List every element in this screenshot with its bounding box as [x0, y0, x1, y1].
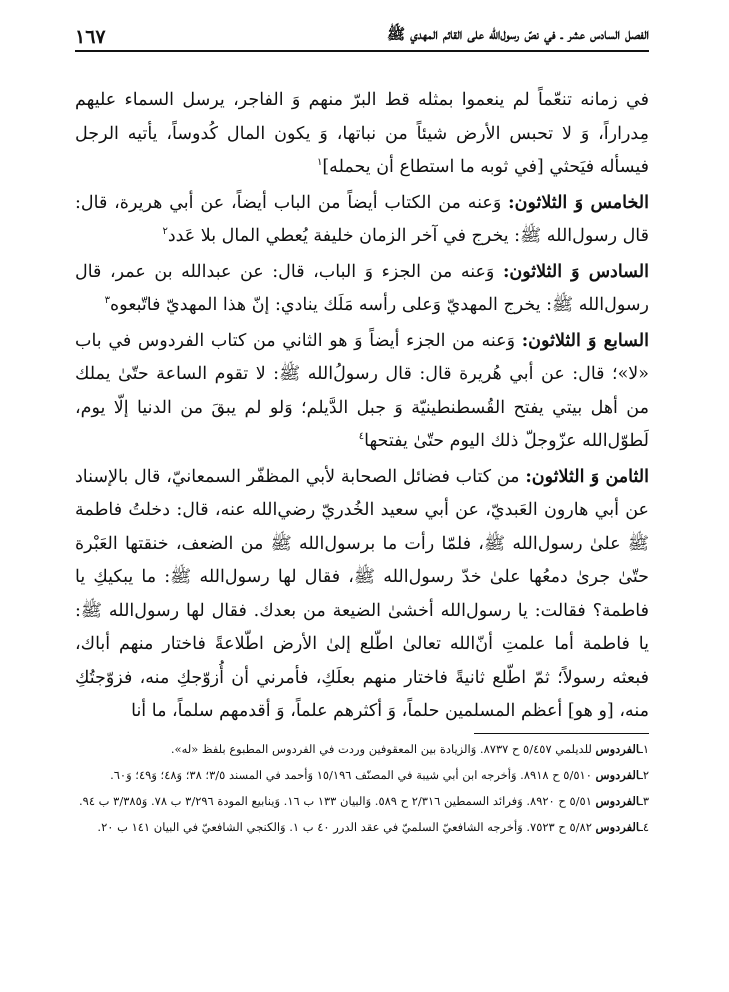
footnote-divider — [474, 733, 649, 734]
footnote-number: ٣ـ — [639, 794, 649, 808]
paragraph-text: وَعنه من الجزء وَ الباب، قال: عن عبدالله بن عمر، قال رسول‌الله ﷺ: يخرج المهديّ وَعلى رأسه مَلَك ينادي: إنّ هذا المهديّ فاتّبعوه — [75, 261, 649, 315]
paragraph — [75, 325, 649, 459]
paragraph — [75, 256, 649, 323]
footnote-text: ٥/٥١٠ ح ٨٩١٨. وَأخرجه ابن أبي شيبة في المصنّف ١٥/١٩٦ وَأحمد في المسند ٣/٥؛ ٣٨؛ وَ٤٨؛ وَ٤٩؛ وَ٦٠. — [110, 768, 596, 782]
paragraph — [75, 461, 649, 729]
footnote-number: ١ـ — [639, 742, 649, 756]
footnote-text: ٥/٨٢ ح ٧٥٢٣. وَأخرجه الشافعيّ السلميّ في عقد الدرر ٤٠ ب ١. وَالكنجي الشافعيّ في البيان ١٤١ ب ٢٠. — [97, 820, 596, 834]
page-header — [75, 22, 649, 52]
paragraph-text: وَعنه من الكتاب أيضاً من الباب أيضاً، عن أبي هريرة، قال: قال رسول‌الله ﷺ: يخرج في آخر الزمان خليفة يُعطي المال بلا عَدد — [75, 192, 649, 246]
paragraph-lead: السابع وَ الثلاثون: — [521, 330, 649, 351]
paragraph-lead: الثامن وَ الثلاثون: — [525, 466, 649, 487]
paragraph-lead: السادس وَ الثلاثون: — [502, 261, 649, 282]
footnote-ref: ٤ — [358, 431, 365, 443]
main-text — [75, 84, 649, 731]
footnote-ref: ٢ — [162, 226, 168, 238]
running-head: الفصل السادس عشر ـ في نصّ رسول‌الله على القائم المهدي ﷺ — [386, 25, 649, 43]
paragraph — [75, 84, 649, 185]
footnote-source: الفردوس — [595, 742, 640, 756]
footnote — [75, 738, 649, 761]
footnote-ref: ٣ — [104, 295, 110, 307]
paragraph-text: في زمانه تنعّماً لم ينعموا بمثله قط البرّ منهم وَ الفاجر، يرسل السماء عليهم مِدراراً، وَ لا تحبس الأرض شيئاً من نباتها، وَ يكون المال كُدوساً، يأتيه الرجل فيسأله فيَحثي [في ثوبه ما استطاع أن يحمله] — [75, 90, 649, 177]
footnote-text: ٥/٥١ ح ٨٩٢٠. وَفرائد السمطين ٢/٣١٦ ح ٥٨٩. وَالبيان ١٣٣ ب ١٦. وَينابيع المودة ٣/٢٩٦ ب ٧٨. وَ٣/٣٨٥ ب ٩٤. — [79, 794, 596, 808]
footnote-source: الفردوس — [595, 768, 640, 782]
paragraph-text: من كتاب فضائل الصحابة لأبي المظفّر السمعانيّ، قال بالإسناد عن أبي هارون العَبديّ، عن أبي سعيد الخُدريّ رضي‌الله عنه، قال: دخلتُ فاطمة ﷺ علىٰ رسول‌الله ﷺ، فلمّا رأت ما برسول‌الله ﷺ من الضعف، خنقتها العَبْرة حتّىٰ جرىٰ دمعُها علىٰ خدّ رسول‌الله ﷺ، فقال لها رسول‌الله ﷺ: ما يبكيكِ يا فاطمة؟ فقالت: يا رسول‌الله أخشىٰ الضيعة من بعدك. فقال لها رسول‌الله ﷺ: يا فاطمة أما علمتِ أنّ‌الله تعالىٰ اطّلع إلىٰ الأرض اطّلاعةً فاختار منهم أباك، فبعثه رسولاً؛ ثمّ اطّلع ثانيةً فاختار منهم بعلَكِ، فأمرني أن أُزوّجكِ منه، فزوّجتُكِ منه، [و هو] أعظم المسلمين حلماً، وَ أكثرهم علماً، وَ أقدمهم سلماً، ما أنا — [75, 466, 649, 721]
footnote — [75, 764, 649, 787]
footnotes — [75, 738, 649, 842]
footnote-source: الفردوس — [595, 820, 640, 834]
paragraph-lead: الخامس وَ الثلاثون: — [508, 192, 649, 213]
paragraph-text: وَعنه من الجزء أيضاً وَ هو الثاني من كتاب الفردوس في باب «لا»؛ قال: عن أبي هُريرة قال: قال رسولُ‌الله ﷺ: لا تقوم الساعة حتّىٰ يملك من أهل بيتي يفتح القُسطنطينيّة وَ جبل الدَّيلم؛ وَلو لم يبقَ من الدنيا إلّا يوم، لَطوّل‌الله عزّوجلّ ذلك اليوم حتّىٰ يفتحها — [75, 330, 649, 451]
footnote-number: ٤ـ — [639, 820, 649, 834]
footnote-text: للديلمي ٥/٤٥٧ ح ٨٧٣٧. وَالزيادة بين المعقوفين وردت في الفردوس المطبوع بلفظ «له». — [170, 742, 596, 756]
page-number: ١٦٧ — [75, 26, 106, 48]
footnote — [75, 790, 649, 813]
paragraph — [75, 187, 649, 254]
footnote — [75, 816, 649, 839]
footnote-number: ٢ـ — [639, 768, 649, 782]
footnote-source: الفردوس — [595, 794, 640, 808]
footnote-ref: ١ — [316, 157, 323, 169]
